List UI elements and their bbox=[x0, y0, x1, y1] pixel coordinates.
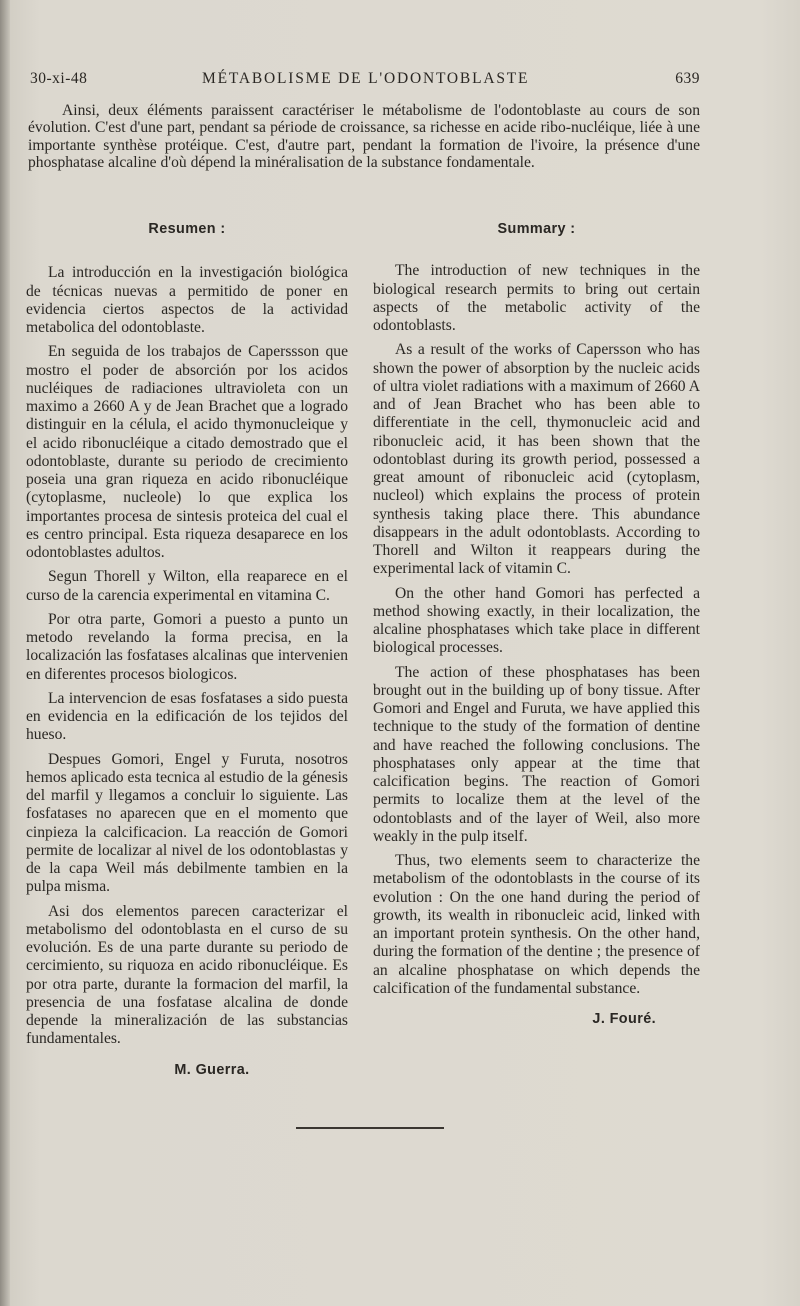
summary-paragraph: Thus, two elements seem to characterize the metabolism of the odontoblasts in the course of its evolution : On the one hand during the period of growth, its wealth in ribonucleic acid, linked with an important protein synthesis. On the other hand, during the formation of the dentine ; the presence of an alcaline phosphatase on which depends the calcification of the fundamental substance. bbox=[373, 852, 700, 997]
running-header bbox=[30, 70, 700, 92]
resumen-signature: M. Guerra. bbox=[174, 1061, 250, 1078]
resumen-heading: Resumen : bbox=[148, 221, 226, 237]
summary-paragraph: On the other hand Gomori has perfected a method showing exactly, in their localization, the alcaline phosphatases which take place in different biological processes. bbox=[373, 584, 700, 657]
resumen-paragraph: Despues Gomori, Engel y Furuta, nosotros hemos aplicado esta tecnica al estudio de la génesis del marfil y llegamos a concluir lo siguiente. Las fosfatases no aparecen que en el momento que cinpieza la calcificacion. La reacción de Gomori permite de localizar al nivel de los odontoblastas y de la capa Weil más debilmente tambien en la pulpa misma. bbox=[26, 750, 348, 896]
page-number: 639 bbox=[675, 70, 700, 87]
resumen-column bbox=[26, 220, 348, 1079]
resumen-paragraph: La intervencion de esas fosfatases a sido puesta en evidencia en la edificación de los tejidos del hueso. bbox=[26, 689, 348, 744]
resumen-paragraph: Asi dos elementos parecen caracterizar el metabolismo del odontoblasta en el curso de su evolución. Es de una parte durante su periodo de cercimiento, su riquoza en acido ribonucléique. Es por otra parte, durante la formacion del marfil, la presencia de una fosfatase alcalina de donde depende la mineralización de las substancias fundamentales. bbox=[26, 902, 348, 1048]
resumen-paragraph: La introducción en la investigación biológica de técnicas nuevas a permitido de poner en evidencia ciertos aspectos de la actividad metabolica del odontoblaste. bbox=[26, 264, 348, 336]
resumen-paragraph: En seguida de los trabajos de Caperssson que mostro el poder de absorción por los acidos nucléiques de radiaciones ultravioleta con un maximo a 2660 A y de Jean Brachet que a logrado distinguir en la célula, el acido thymonucleique y el acido ribonucléique a citado demostrado que el odontoblaste, durante su periodo de crecimiento poseia una gran riqueza en acido ribonucléique (cytoplasme, nucleole) lo que explica los importantes procesa de sintesis proteica del cual el es centro principal. Esta riqueza desaparece en los odontoblastes adultos. bbox=[26, 343, 348, 561]
resumen-paragraph: Por otra parte, Gomori a puesto a punto un metodo revelando la forma precisa, en la localización las fosfatases alcalinas que intervenien en diferentes procesos biologicos. bbox=[26, 610, 348, 683]
resumen-paragraph: Segun Thorell y Wilton, ella reaparece en el curso de la carencia experimental en vitamina C. bbox=[26, 568, 348, 604]
binding-gutter bbox=[0, 0, 10, 1306]
summary-column bbox=[373, 220, 700, 1028]
header-date: 30-xi-48 bbox=[30, 70, 88, 87]
summary-paragraph: The action of these phosphatases has been brought out in the building up of bony tissue. After Gomori and Engel and Furuta, we have applied this technique to the study of the formation of dentine and have reached the following conclusions. The phosphatases only appear at the time that calcification begins. The reaction of Gomori permits to localize them at the level of the odontoblasts and of the layer of Weil, also more weakly in the pulp itself. bbox=[373, 663, 700, 845]
section-end-rule bbox=[296, 1127, 444, 1129]
summary-paragraph: The introduction of new techniques in the biological research permits to bring out certain aspects of the metabolic activity of the odontoblasts. bbox=[373, 262, 700, 334]
summary-paragraph: As a result of the works of Capersson who has shown the power of absorption by the nucleic acids of ultra violet radiations with a maximum of 2660 A and of Jean Brachet who has been able to differentiate in the cell, thymonucleic acid and ribonucleic acid, it has been shown that the odontoblast during its growth period, possessed a great amount of ribonucleic acid (cytoplasm, nucleol) which explains the process of protein synthesis taking place there. This abundance disappears in the adult odontoblasts. According to Thorell and Wilton it reappears during the experimental lack of vitamin C. bbox=[373, 341, 700, 578]
summary-heading: Summary : bbox=[497, 221, 576, 237]
header-title: MÉTABOLISME DE L'ODONTOBLASTE bbox=[202, 70, 530, 87]
intro-paragraph bbox=[28, 102, 700, 171]
intro-text: Ainsi, deux éléments paraissent caractériser le métabolisme de l'odontoblaste au cours de son évolution. C'est d'une part, pendant sa période de croissance, sa richesse en acide ribo-nucléique, liée à une importante synthèse protéique. C'est, d'autre part, pendant la formation de l'ivoire, la présence d'une phosphatase alcaline d'où dépend la minéralisation de la substance fondamentale. bbox=[28, 102, 700, 171]
summary-signature: J. Fouré. bbox=[592, 1011, 656, 1027]
